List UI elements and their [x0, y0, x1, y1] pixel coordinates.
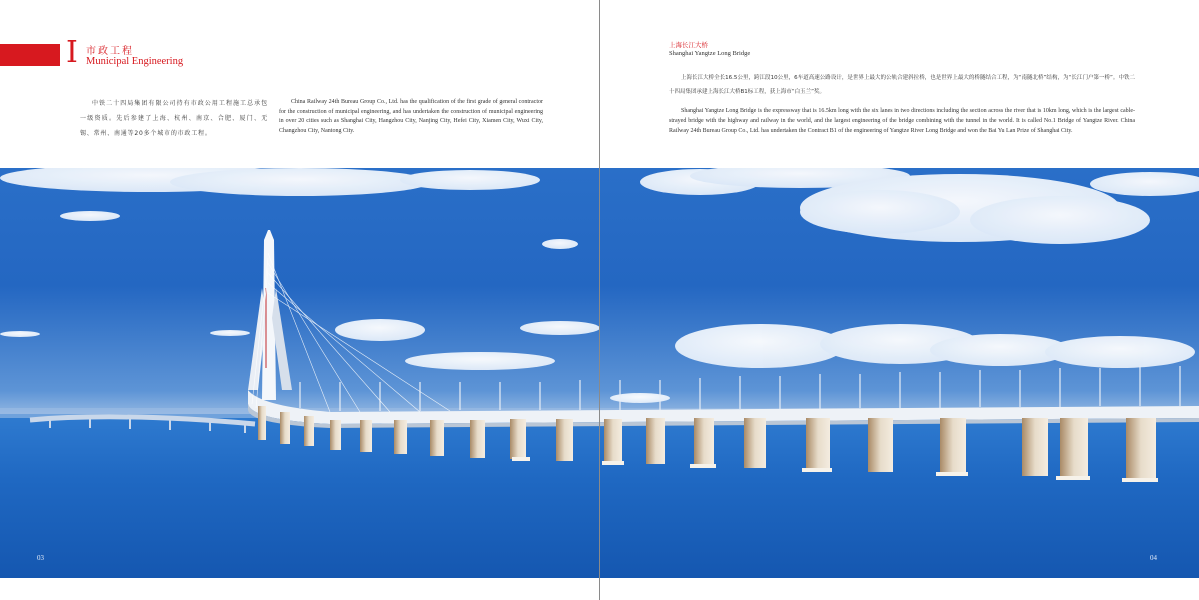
section-title-en: Municipal Engineering — [86, 56, 184, 67]
section-marker-bar — [0, 44, 60, 66]
spread-spine — [599, 0, 600, 600]
intro-text-cn: 中铁二十四局集团有限公司持有市政公用工程施工总承包一级资质。先后参建了上海、杭州、南京、合肥、厦门、无锡、常州、南通等20多个城市的市政工程。 — [80, 100, 268, 137]
article-body-cn: 上海长江大桥全长16.5公里，跨江段10公里，6车道高速公路设计，是世界上最大的公轨合建斜拉桥，也是世界上最大的桥隧结合工程，为“南隧北桥”结构，为“长江门户第一桥”。中铁二十四局集团承建上海长江大桥B1标工程，获上海市“白玉兰”奖。 — [669, 75, 1135, 95]
page-number-right: 04 — [1150, 554, 1157, 562]
article-body-en: Shanghai Yangtze Long Bridge is the expressway that is 16.5km long with the six lanes in two directions including the section across the river that is 10km long, which is the largest cable-strayed bridge with the highway and railway in the world, and the largest engineering of the bridge combining with the tunnel in the world. It is called No.1 Bridge of Yangtze River. China Railway 24th Bureau Group Co., Ltd. has undertaken the Contract B1 of the engineering of Yangtze River Long Bridge and won the Bai Yu Lan Prize of Shanghai City. — [669, 108, 1135, 134]
section-numeral: I — [66, 35, 78, 70]
page-number-left: 03 — [37, 554, 44, 562]
intro-text-en: China Railway 24th Bureau Group Co., Ltd. has the qualification of the first grade of general contractor for the construction of municipal engineering, and has undertaken the construction of municipal engineering in over 20 cities such as Shanghai City, Hangzhou City, Nanjing City, Hefei City, Xiamen City, Wuxi City, Changzhou City, Nantong City. — [279, 99, 543, 134]
article-title-en: Shanghai Yangtze Long Bridge — [669, 50, 751, 57]
section-title-cn: 市政工程 — [86, 46, 134, 57]
article-title-cn: 上海长江大桥 — [669, 41, 708, 49]
